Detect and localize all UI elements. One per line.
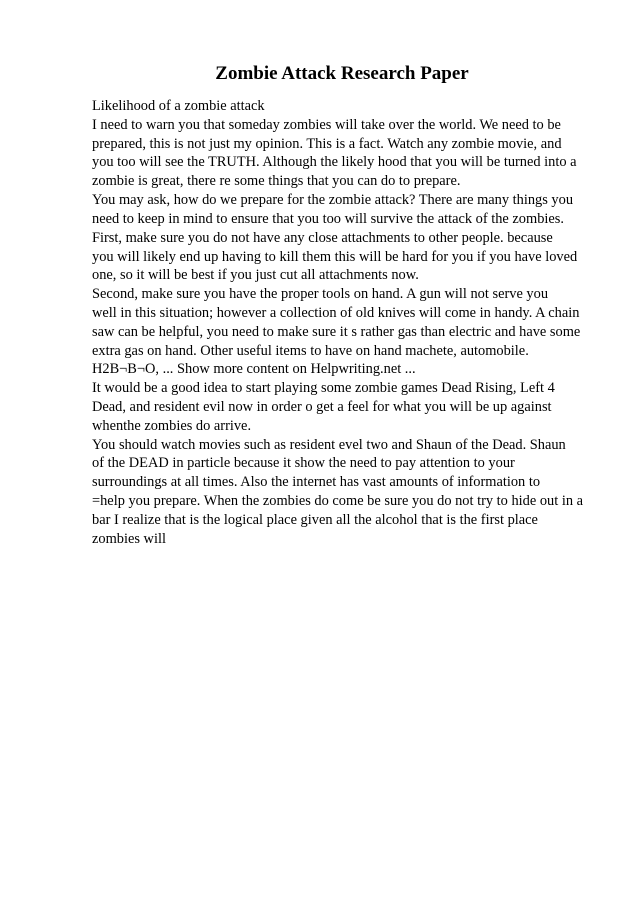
text-line: well in this situation; however a collection of old knives will come in handy. A chain: [92, 304, 580, 321]
text-line: Likelihood of a zombie attack: [92, 98, 265, 114]
text-line: extra gas on hand. Other useful items to have on hand machete, automobile.: [92, 342, 529, 359]
text-line: =help you prepare. When the zombies do come be sure you do not try to hide out in a: [92, 493, 584, 510]
text-line: It would be a good idea to start playing some zombie games Dead Rising, Left 4: [92, 380, 555, 397]
text-line: surroundings at all times. Also the internet has vast amounts of information to: [92, 474, 541, 491]
text-line: zombies will: [92, 530, 166, 547]
text-line: one, so it will be best if you just cut all attachments now.: [92, 267, 419, 284]
text-line: First, make sure you do not have any close attachments to other people. because: [92, 229, 553, 246]
text-line: Second, make sure you have the proper tools on hand. A gun will not serve you: [92, 286, 549, 303]
text-line: need to keep in mind to ensure that you too will survive the attack of the zombies.: [92, 210, 564, 227]
document-title: Zombie Attack Research Paper: [215, 63, 469, 84]
text-line: I need to warn you that someday zombies will take over the world. We need to be: [92, 116, 561, 133]
document-body: [92, 97, 612, 549]
text-line: H2B¬B¬O, ... Show more content on Helpwriting.net ...: [92, 361, 416, 378]
text-line: whenthe zombies do arrive.: [92, 417, 252, 434]
text-line: of the DEAD in particle because it show the need to pay attention to your: [92, 455, 515, 472]
text-line: Dead, and resident evil now in order o get a feel for what you will be up against: [92, 399, 552, 415]
text-line: You may ask, how do we prepare for the zombie attack? There are many things you: [92, 192, 574, 209]
text-line: bar I realize that is the logical place given all the alcohol that is the first place: [92, 511, 538, 528]
text-line: zombie is great, there re some things that you can do to prepare.: [92, 173, 461, 190]
text-line: you will likely end up having to kill them this will be hard for you if you have loved: [92, 248, 578, 265]
text-line: You should watch movies such as resident evel two and Shaun of the Dead. Shaun: [92, 436, 566, 453]
text-line: prepared, this is not just my opinion. This is a fact. Watch any zombie movie, and: [92, 135, 562, 152]
text-line: you too will see the TRUTH. Although the likely hood that you will be turned into a: [92, 154, 577, 171]
text-line: saw can be helpful, you need to make sure it s rather gas than electric and have some: [92, 323, 581, 340]
